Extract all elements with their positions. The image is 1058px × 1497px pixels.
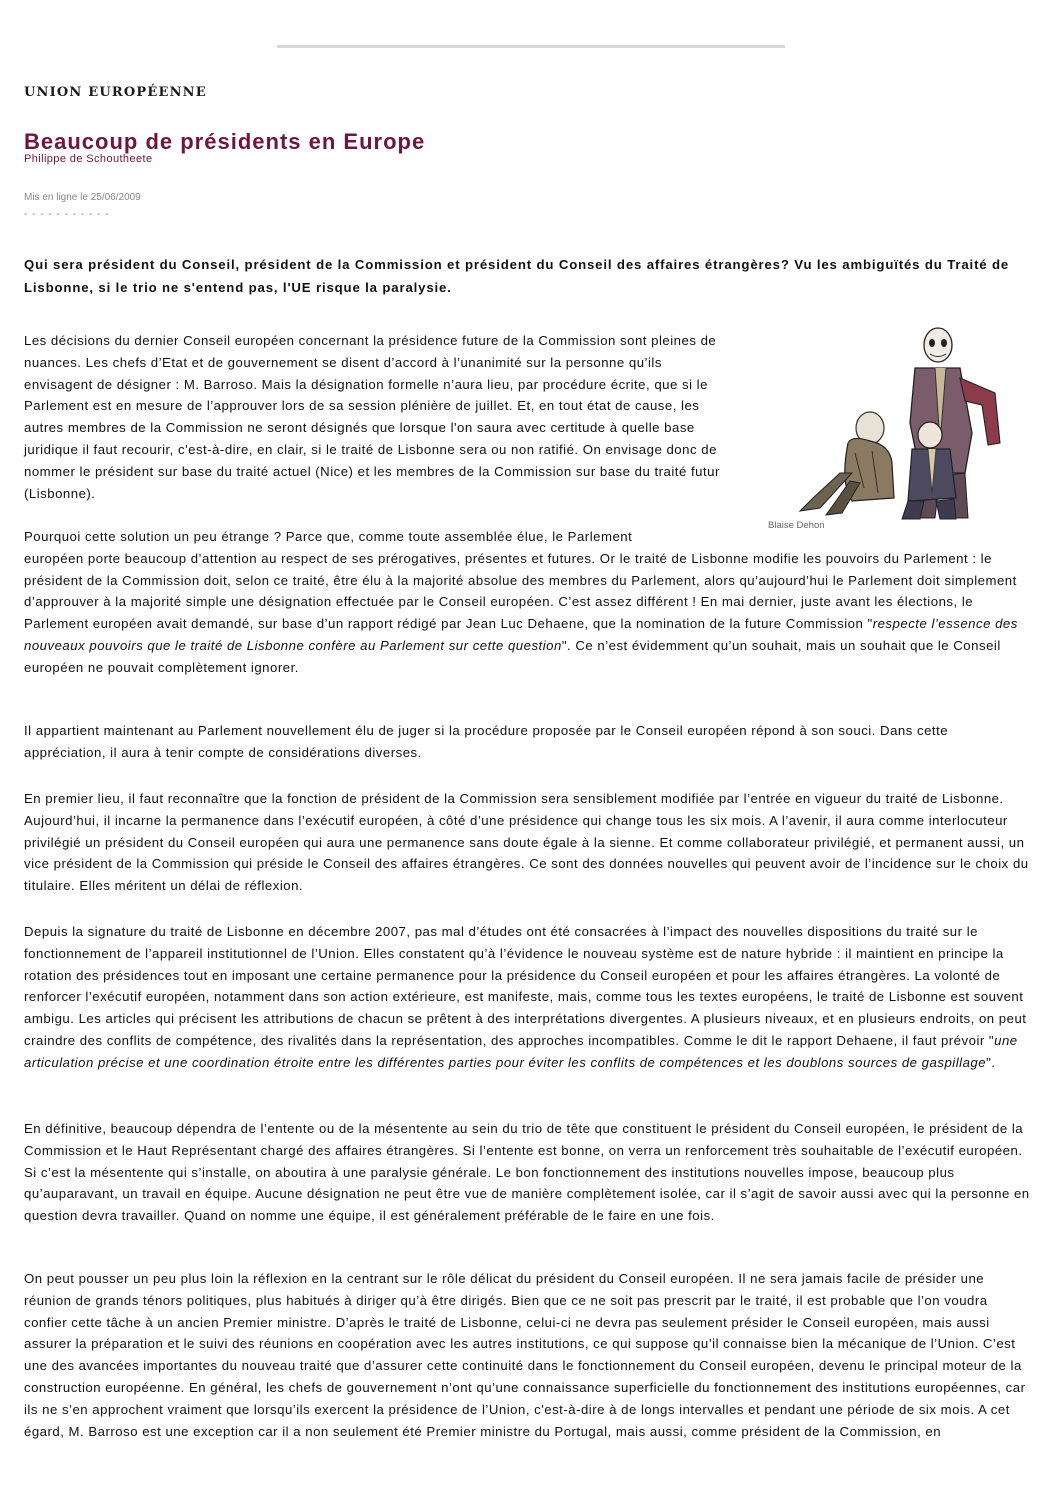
article-title: Beaucoup de présidents en Europe: [24, 129, 426, 154]
paragraph-5: [24, 921, 1034, 1074]
paragraph-5-quote: une articulation précise et une coordination étroite entre les différentes parties pour éviter les conflits de compétences et les doublons sources de gaspillage: [24, 1032, 1018, 1070]
article-author: Philippe de Schoutheete: [24, 153, 153, 165]
paragraph-7: On peut pousser un peu plus loin la réflexion en la centrant sur le rôle délicat du président du Conseil européen. Il ne sera jamais facile de présider une réunion de grands ténors politiques, plus habitués à diriger qu’à être dirigés. Bien que ce ne soit pas prescrit par le traité, il est probable que l’on voudra confier cette tâche à un ancien Premier ministre. D’après le traité de Lisbonne, celui-ci ne devra pas seulement présider le Conseil européen, mais aussi assurer la préparation et le suivi des réunions en coopération avec les autres institutions, ce qui suppose qu’il connaisse bien la mécanique de l’Union. C’est une des avancées importantes du nouveau traité que d’assurer cette continuité dans le fonctionnement du Conseil européen, devenu le principal moteur de la construction européenne. En général, les chefs de gouvernement n’ont qu’une connaissance superficielle du fonctionnement des institutions européennes, car ils ne s’en approchent vraiment que lorsqu’ils exercent la présidence de l’Union, c'est-à-dire à de longs intervalles et pendant une période de six mois. A cet égard, M. Barroso est une exception car il a non seulement été Premier ministre du Portugal, mais aussi, comme président de la Commission, en: [24, 1271, 1026, 1439]
paragraph-2-part-b: européen porte beaucoup d’attention au respect de ses prérogatives, présentes et futures. Or le traité de Lisbonne modifie les pouvoirs du Parlement : le président de la Commission doit, selon ce traité, être élu à la majorité absolue des membres du Parlement, alors qu’aujourd’hui le Parlement doit simplement d’approuver à la majorité simple une désignation effectuée par le Conseil européen. C’est assez différent ! En mai dernier, juste avant les élections, le Parlement européen avait demandé, sur base d’un rapport rédigé par Jean Luc Dehaene, que la nomination de la future Commission ": [24, 550, 1017, 632]
paragraph-2-quote: respecte l’essence des nouveaux pouvoirs que le traité de Lisbonne confère au Parlement sur cette question: [24, 616, 1018, 653]
separator-dashes: - - - - - - - - - - -: [24, 209, 110, 220]
paragraph-2-part-a: Pourquoi cette solution un peu étrange ? Parce que, comme toute assemblée élue, le Parlement: [24, 529, 633, 544]
paragraph-4: En premier lieu, il faut reconnaître que la fonction de président de la Commission sera sensiblement modifiée par l’entrée en vigueur du traité de Lisbonne. Aujourd’hui, il incarne la permanence dans l’exécutif européen, à côté d’une présidence qui change tous les six mois. A l’avenir, il aura comme interlocuteur privilégié un président du Conseil européen qui aura une permanence sans doute égale à la sienne. Et comme collaborateur privilégié, et permanent aussi, un vice président de la Commission qui préside le Conseil des affaires étrangères. Ce sont des données nouvelles qui peuvent avoir de l’incidence sur le choix du titulaire. Elles méritent un délai de réflexion.: [24, 791, 1029, 894]
article-lead: Qui sera président du Conseil, président de la Commission et président du Conseil des affaires étrangères? Vu les ambiguïtés du Traité de Lisbonne, si le trio ne s'entend pas, l'UE risque la paralysie.: [24, 257, 1010, 295]
paragraph-5-part-c: ".: [986, 1054, 996, 1070]
section-rubric: UNION EUROPÉENNE: [24, 85, 207, 100]
paragraph-1: Les décisions du dernier Conseil européen concernant la présidence future de la Commission sont pleines de nuances. Les chefs d’Etat et de gouvernement se disent d’accord à l’unanimité sur la personne qu’ils envisagent de désigner : M. Barroso. Mais la désignation formelle n’aura lieu, par procédure écrite, que si le Parlement est en mesure de l’approuver lors de sa session plénière de juillet. Et, en tout état de cause, les autres membres de la Commission ne seront désignés que lorsque l'on saura avec certitude à quelle base juridique il faut recourir, c'est-à-dire, en clair, si le traité de Lisbonne sera ou non ratifié. On envisage donc de nommer le président sur base du traité actuel (Nice) et les membres de la Commission sur base du traité futur (Lisbonne).: [24, 333, 720, 501]
publication-date: Mis en ligne le 25/06/2009: [24, 192, 141, 203]
illustration-caption: Blaise Dehon: [768, 520, 825, 531]
illustration-three-presidents: [760, 323, 1032, 523]
paragraph-3: Il appartient maintenant au Parlement nouvellement élu de juger si la procédure proposée par le Conseil européen répond à son souci. Dans cette appréciation, il aura à tenir compte de considérations diverses.: [24, 723, 949, 760]
paragraph-5-part-a: Depuis la signature du traité de Lisbonne en décembre 2007, pas mal d’études ont été consacrées à l’impact des nouvelles dispositions du traité sur le fonctionnement de l’appareil institutionnel de l’Union. Elles constatent qu’à l’évidence le nouveau système est de nature hybride : il maintient en principe la rotation des présidences tout en imposant une certaine permanence pour la présidence du Conseil européen et pour les affaires étrangères. La volonté de renforcer l’exécutif européen, notamment dans son action extérieure, est manifeste, mais, comme tous les textes européens, le traité de Lisbonne est souvent ambigu. Les articles qui précisent les attributions de chacun se prêtent à des interprétations divergentes. A plusieurs niveaux, et en plusieurs endroits, on peut craindre des conflits de compétence, des rivalités dans la représentation, des approches incompatibles. Comme le dit le rapport Dehaene, il faut prévoir ": [24, 924, 1027, 1048]
paragraph-6: En définitive, beaucoup dépendra de l’entente ou de la mésentente au sein du trio de tête que constituent le président du Conseil européen, le président de la Commission et le Haut Représentant chargé des affaires étrangères. Si l’entente est bonne, on verra un renforcement très souhaitable de l’exécutif européen. Si c’est la mésentente qui s’installe, on aboutira à une paralysie générale. Le bon fonctionnement des institutions nouvelles impose, beaucoup plus qu’auparavant, un travail en équipe. Aucune désignation ne peut être vue de manière complètement isolée, car il s’agit de savoir aussi avec qui la personne en question devra travailler. Quand on nomme une équipe, il est généralement préférable de le faire en une fois.: [24, 1121, 1030, 1224]
paragraph-2-part-c: ". Ce n’est évidemment qu’un souhait, mais un souhait que le Conseil européen ne pouvait complètement ignorer.: [24, 637, 1001, 675]
seated-figure-drawing: [800, 412, 894, 515]
top-divider: [277, 45, 785, 48]
paragraph-2: [24, 526, 1034, 679]
